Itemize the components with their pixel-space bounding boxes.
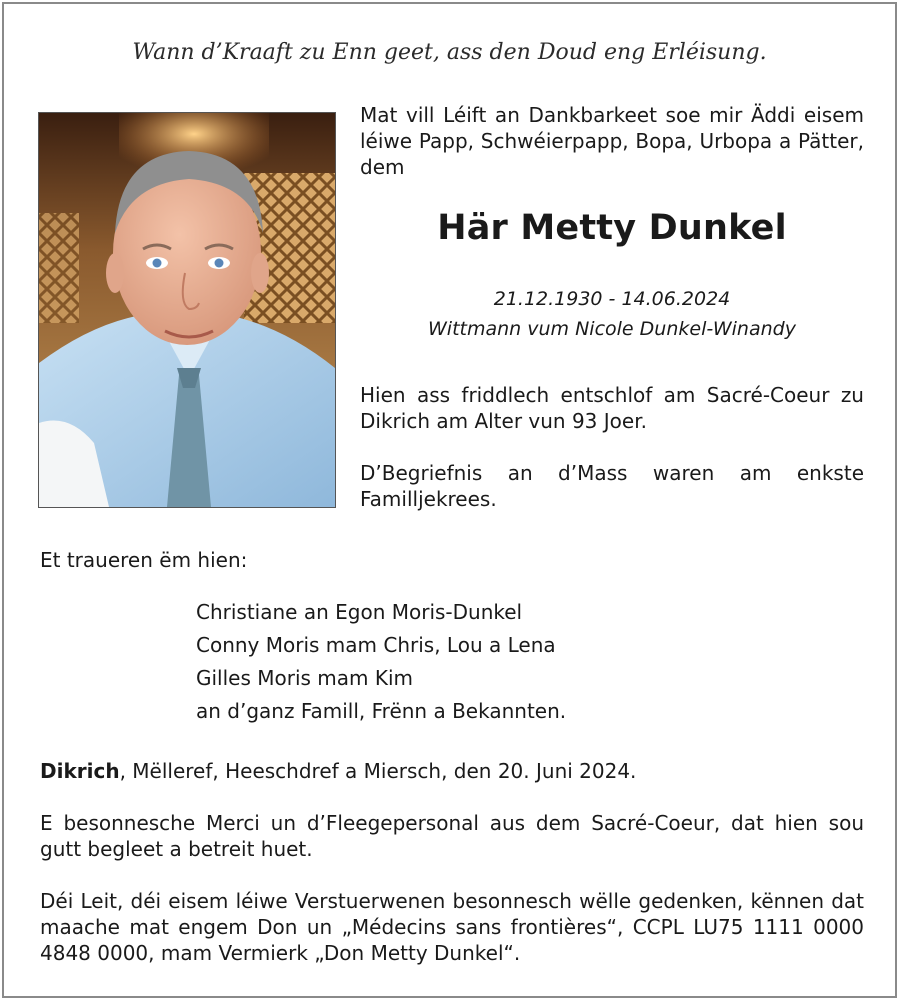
deceased-name: Här Metty Dunkel xyxy=(437,208,787,248)
life-dates: 21.12.1930 - 14.06.2024 xyxy=(493,288,731,310)
portrait-photo xyxy=(38,112,336,508)
place-date-line xyxy=(40,758,864,784)
intro-text: Mat vill Léift an Dankbarkeet soe mir Äddi eisem léiwe Papp, Schwéierpapp, Bopa, Urbopa a Pätter, dem xyxy=(360,103,864,179)
portrait-illustration xyxy=(39,113,335,507)
mourners-list xyxy=(196,596,566,728)
mourner-line: Conny Moris mam Chris, Lou a Lena xyxy=(196,633,556,657)
donation-text: Déi Leit, déi eisem léiwe Verstuerwenen besonnesch wëlle gedenken, kënnen dat maache mat engem Don un „Médecins sans frontières“, CCPL LU75 1111 0000 4848 0000, mam Vermierk „Don Metty Dunkel“. xyxy=(40,889,864,965)
funeral-text: D’Begriefnis an d’Mass waren am enkste Familljekrees. xyxy=(360,461,864,511)
place-bold: Dikrich xyxy=(40,759,120,783)
mourners-label: Et traueren ëm hien: xyxy=(40,548,248,572)
passing-text: Hien ass friddlech entschlof am Sacré-Coeur zu Dikrich am Alter vun 93 Joer. xyxy=(360,383,864,433)
place-rest: , Mëlleref, Heeschdref a Miersch, den 20. Juni 2024. xyxy=(119,759,637,783)
thanks-text: E besonnesche Merci un d’Fleegepersonal aus dem Sacré-Coeur, dat hien sou gutt begleet a betreit huet. xyxy=(40,811,864,861)
life-dates-block xyxy=(360,284,864,344)
mourner-line: an d’ganz Famill, Frënn a Bekannten. xyxy=(196,699,567,723)
widower-line: Wittmann vum Nicole Dunkel-Winandy xyxy=(428,318,796,340)
mourner-line: Christiane an Egon Moris-Dunkel xyxy=(196,600,523,624)
motto: Wann d’Kraaft zu Enn geet, ass den Doud eng Erléisung. xyxy=(132,40,767,65)
mourner-line: Gilles Moris mam Kim xyxy=(196,666,414,690)
obituary-notice xyxy=(2,2,897,998)
